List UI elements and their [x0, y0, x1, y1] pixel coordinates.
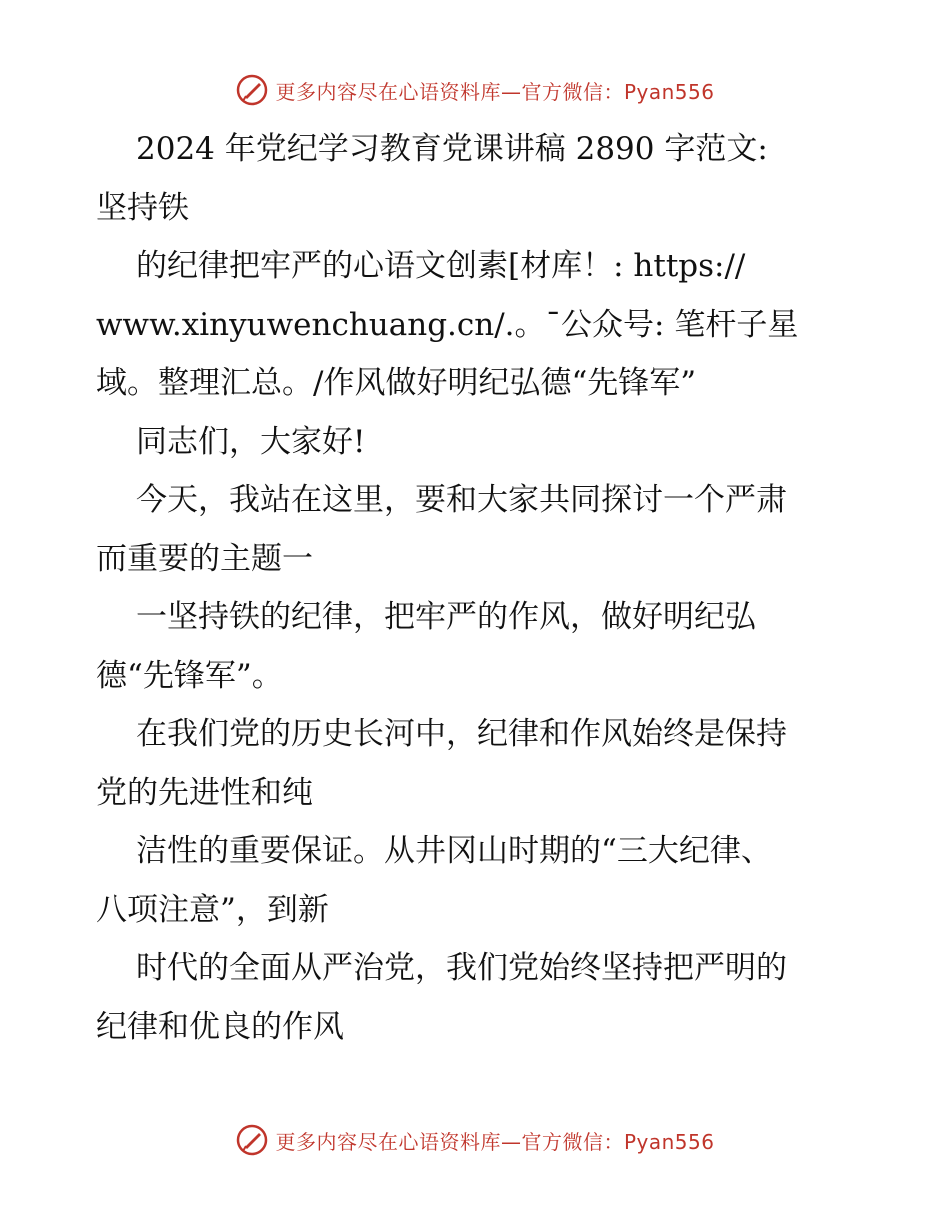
header-watermark [0, 70, 950, 110]
footer-watermark-text: 更多内容尽在心语资料库—官方微信：Pyan556 [275, 1129, 715, 1154]
paragraph-line: 党的先进性和纯 [96, 774, 313, 811]
quill-logo-icon [235, 1123, 269, 1157]
greeting-line: 同志们，大家好! [136, 423, 366, 460]
title-line-1: 2024 年党纪学习教育党课讲稿 2890 字范文: [136, 131, 768, 167]
paragraph-line: 今天，我站在这里，要和大家共同探讨一个严肃 [136, 482, 787, 518]
paragraph-line: 而重要的主题一 [96, 540, 313, 577]
document-body [96, 120, 856, 1056]
title-line-2: 坚持铁 [96, 189, 189, 226]
footer-watermark [0, 1120, 950, 1160]
paragraph-line: 德“先锋军”。 [96, 657, 283, 694]
header-watermark-text: 更多内容尽在心语资料库—官方微信：Pyan556 [275, 79, 715, 104]
paragraph-line: 纪律和优良的作风 [96, 1008, 344, 1045]
paragraph-line: 域。整理汇总。/作风做好明纪弘德“先锋军” [96, 365, 697, 401]
paragraph-line: 时代的全面从严治党，我们党始终坚持把严明的 [136, 950, 787, 986]
paragraph-line: 八项注意”，到新 [96, 891, 329, 928]
paragraph-line: 洁性的重要保证。从井冈山时期的“三大纪律、 [136, 833, 772, 869]
paragraph-line: www.xinyuwenchuang.cn/.。¯公众号: 笔杆子星 [96, 306, 799, 343]
quill-logo-icon [235, 73, 269, 107]
paragraph-line: 一坚持铁的纪律，把牢严的作风，做好明纪弘 [136, 599, 756, 635]
paragraph-line: 的纪律把牢严的心语文创素[材库！: https:// [136, 248, 746, 284]
paragraph-line: 在我们党的历史长河中，纪律和作风始终是保持 [136, 716, 787, 752]
